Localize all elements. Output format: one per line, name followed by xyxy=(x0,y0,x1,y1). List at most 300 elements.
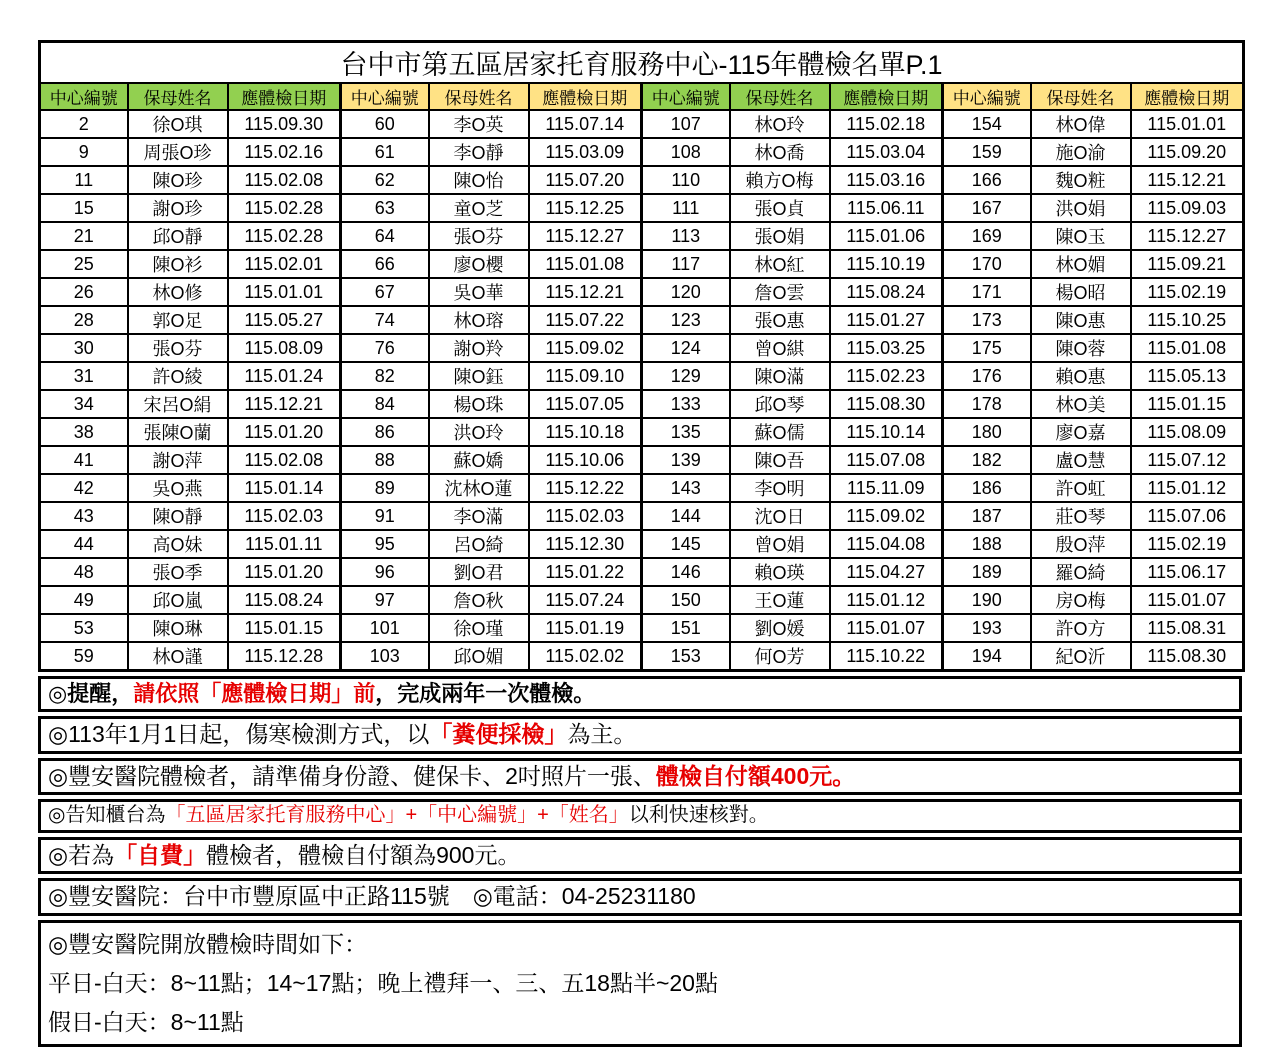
column-header: 應體檢日期 xyxy=(830,83,943,110)
note-highlight-text: 「五區居家托育服務中心」+「中心編號」+「姓名」 xyxy=(165,804,629,827)
cell-nanny-name: 蘇O嬌 xyxy=(429,446,529,474)
cell-center-id: 88 xyxy=(341,446,429,474)
table-row xyxy=(40,502,1244,530)
cell-checkup-date: 115.12.22 xyxy=(529,474,642,502)
cell-center-id: 144 xyxy=(642,502,730,530)
cell-checkup-date: 115.07.20 xyxy=(529,166,642,194)
cell-checkup-date: 115.11.09 xyxy=(830,474,943,502)
table-row xyxy=(40,530,1244,558)
cell-nanny-name: 陳O靜 xyxy=(128,502,228,530)
cell-nanny-name: 楊O珠 xyxy=(429,390,529,418)
cell-nanny-name: 紀O沂 xyxy=(1031,642,1131,671)
cell-checkup-date: 115.01.12 xyxy=(830,586,943,614)
header-row xyxy=(40,83,1244,110)
table-row xyxy=(40,642,1244,671)
cell-center-id: 9 xyxy=(40,138,128,166)
column-header: 保母姓名 xyxy=(429,83,529,110)
cell-center-id: 143 xyxy=(642,474,730,502)
cell-nanny-name: 吳O燕 xyxy=(128,474,228,502)
cell-nanny-name: 詹O雲 xyxy=(730,278,830,306)
cell-nanny-name: 許O綾 xyxy=(128,362,228,390)
cell-center-id: 30 xyxy=(40,334,128,362)
cell-checkup-date: 115.01.20 xyxy=(228,418,341,446)
cell-checkup-date: 115.01.20 xyxy=(228,558,341,586)
cell-nanny-name: 張陳O蘭 xyxy=(128,418,228,446)
cell-nanny-name: 王O蓮 xyxy=(730,586,830,614)
table-row xyxy=(40,306,1244,334)
cell-center-id: 113 xyxy=(642,222,730,250)
cell-center-id: 62 xyxy=(341,166,429,194)
cell-center-id: 97 xyxy=(341,586,429,614)
cell-nanny-name: 邱O靜 xyxy=(128,222,228,250)
cell-checkup-date: 115.01.07 xyxy=(1131,586,1244,614)
cell-nanny-name: 謝O珍 xyxy=(128,194,228,222)
column-header: 保母姓名 xyxy=(730,83,830,110)
table-row xyxy=(40,558,1244,586)
cell-nanny-name: 房O梅 xyxy=(1031,586,1131,614)
cell-nanny-name: 陳O滿 xyxy=(730,362,830,390)
table-row xyxy=(40,334,1244,362)
cell-nanny-name: 謝O萍 xyxy=(128,446,228,474)
table-row xyxy=(40,222,1244,250)
table-row xyxy=(40,586,1244,614)
cell-center-id: 15 xyxy=(40,194,128,222)
cell-center-id: 171 xyxy=(943,278,1031,306)
table-row xyxy=(40,250,1244,278)
cell-checkup-date: 115.01.22 xyxy=(529,558,642,586)
note-highlight-text: 請依照「應體檢日期」前 xyxy=(133,681,376,706)
title-row xyxy=(40,42,1244,84)
cell-checkup-date: 115.08.30 xyxy=(1131,642,1244,671)
cell-center-id: 96 xyxy=(341,558,429,586)
cell-checkup-date: 115.02.28 xyxy=(228,222,341,250)
cell-nanny-name: 李O明 xyxy=(730,474,830,502)
cell-center-id: 110 xyxy=(642,166,730,194)
note-line xyxy=(38,799,1242,833)
cell-nanny-name: 邱O琴 xyxy=(730,390,830,418)
cell-checkup-date: 115.10.18 xyxy=(529,418,642,446)
table-row xyxy=(40,110,1244,138)
note-line xyxy=(38,716,1242,753)
cell-center-id: 194 xyxy=(943,642,1031,671)
cell-checkup-date: 115.02.01 xyxy=(228,250,341,278)
cell-checkup-date: 115.07.08 xyxy=(830,446,943,474)
note-text: ◎若為 xyxy=(48,841,115,868)
cell-checkup-date: 115.06.11 xyxy=(830,194,943,222)
cell-checkup-date: 115.02.03 xyxy=(228,502,341,530)
cell-checkup-date: 115.08.09 xyxy=(228,334,341,362)
table-row xyxy=(40,362,1244,390)
cell-center-id: 178 xyxy=(943,390,1031,418)
cell-center-id: 101 xyxy=(341,614,429,642)
cell-checkup-date: 115.01.01 xyxy=(228,278,341,306)
cell-center-id: 2 xyxy=(40,110,128,138)
cell-center-id: 175 xyxy=(943,334,1031,362)
cell-center-id: 139 xyxy=(642,446,730,474)
cell-checkup-date: 115.01.07 xyxy=(830,614,943,642)
cell-checkup-date: 115.01.12 xyxy=(1131,474,1244,502)
cell-center-id: 31 xyxy=(40,362,128,390)
cell-checkup-date: 115.02.19 xyxy=(1131,530,1244,558)
cell-nanny-name: 周張O珍 xyxy=(128,138,228,166)
cell-center-id: 84 xyxy=(341,390,429,418)
cell-center-id: 53 xyxy=(40,614,128,642)
cell-checkup-date: 115.01.01 xyxy=(1131,110,1244,138)
cell-center-id: 129 xyxy=(642,362,730,390)
cell-nanny-name: 林O偉 xyxy=(1031,110,1131,138)
column-header: 中心編號 xyxy=(943,83,1031,110)
cell-nanny-name: 李O滿 xyxy=(429,502,529,530)
cell-nanny-name: 宋呂O絹 xyxy=(128,390,228,418)
cell-nanny-name: 劉O媛 xyxy=(730,614,830,642)
cell-center-id: 151 xyxy=(642,614,730,642)
cell-nanny-name: 詹O秋 xyxy=(429,586,529,614)
cell-checkup-date: 115.02.08 xyxy=(228,166,341,194)
cell-center-id: 153 xyxy=(642,642,730,671)
table-row xyxy=(40,446,1244,474)
cell-checkup-date: 115.02.02 xyxy=(529,642,642,671)
cell-checkup-date: 115.05.27 xyxy=(228,306,341,334)
cell-center-id: 186 xyxy=(943,474,1031,502)
cell-checkup-date: 115.01.11 xyxy=(228,530,341,558)
cell-nanny-name: 廖O櫻 xyxy=(429,250,529,278)
cell-checkup-date: 115.01.14 xyxy=(228,474,341,502)
column-header: 應體檢日期 xyxy=(228,83,341,110)
cell-nanny-name: 林O謹 xyxy=(128,642,228,671)
cell-nanny-name: 張O娟 xyxy=(730,222,830,250)
table-row xyxy=(40,278,1244,306)
table-row xyxy=(40,194,1244,222)
note-text: ◎豐安醫院體檢者，請準備身份證、健保卡、2吋照片一張、 xyxy=(48,762,656,789)
cell-checkup-date: 115.07.06 xyxy=(1131,502,1244,530)
table-row xyxy=(40,138,1244,166)
note-highlight-text: 「糞便採檢」 xyxy=(429,721,568,748)
cell-center-id: 44 xyxy=(40,530,128,558)
cell-checkup-date: 115.04.08 xyxy=(830,530,943,558)
cell-center-id: 133 xyxy=(642,390,730,418)
cell-center-id: 82 xyxy=(341,362,429,390)
cell-checkup-date: 115.08.09 xyxy=(1131,418,1244,446)
cell-checkup-date: 115.04.27 xyxy=(830,558,943,586)
cell-checkup-date: 115.10.06 xyxy=(529,446,642,474)
cell-nanny-name: 曾O娟 xyxy=(730,530,830,558)
cell-checkup-date: 115.05.13 xyxy=(1131,362,1244,390)
cell-nanny-name: 陳O珍 xyxy=(128,166,228,194)
notes-section xyxy=(38,676,1242,1047)
column-header: 保母姓名 xyxy=(128,83,228,110)
cell-nanny-name: 廖O嘉 xyxy=(1031,418,1131,446)
schedule-line: 假日-白天：8~11點 xyxy=(48,1008,244,1035)
cell-nanny-name: 陳O玉 xyxy=(1031,222,1131,250)
cell-checkup-date: 115.03.04 xyxy=(830,138,943,166)
cell-center-id: 176 xyxy=(943,362,1031,390)
cell-center-id: 169 xyxy=(943,222,1031,250)
cell-center-id: 42 xyxy=(40,474,128,502)
cell-center-id: 146 xyxy=(642,558,730,586)
note-text: ◎告知櫃台為 xyxy=(48,804,166,827)
cell-nanny-name: 林O紅 xyxy=(730,250,830,278)
cell-center-id: 48 xyxy=(40,558,128,586)
cell-checkup-date: 115.06.17 xyxy=(1131,558,1244,586)
cell-checkup-date: 115.12.30 xyxy=(529,530,642,558)
cell-checkup-date: 115.12.21 xyxy=(529,278,642,306)
cell-checkup-date: 115.01.24 xyxy=(228,362,341,390)
note-text: ◎豐安醫院：台中市豐原區中正路115號 ◎電話：04-25231180 xyxy=(48,883,696,910)
cell-checkup-date: 115.10.19 xyxy=(830,250,943,278)
cell-center-id: 167 xyxy=(943,194,1031,222)
cell-nanny-name: 林O修 xyxy=(128,278,228,306)
cell-nanny-name: 陳O吾 xyxy=(730,446,830,474)
cell-nanny-name: 林O玲 xyxy=(730,110,830,138)
cell-center-id: 67 xyxy=(341,278,429,306)
cell-nanny-name: 郭O足 xyxy=(128,306,228,334)
cell-center-id: 86 xyxy=(341,418,429,446)
cell-nanny-name: 李O靜 xyxy=(429,138,529,166)
cell-checkup-date: 115.03.09 xyxy=(529,138,642,166)
cell-checkup-date: 115.03.16 xyxy=(830,166,943,194)
cell-nanny-name: 張O季 xyxy=(128,558,228,586)
cell-checkup-date: 115.12.25 xyxy=(529,194,642,222)
cell-nanny-name: 洪O玲 xyxy=(429,418,529,446)
note-text: 為主。 xyxy=(567,721,637,748)
cell-center-id: 49 xyxy=(40,586,128,614)
cell-checkup-date: 115.07.12 xyxy=(1131,446,1244,474)
note-line xyxy=(38,878,1242,915)
cell-center-id: 95 xyxy=(341,530,429,558)
table-row xyxy=(40,390,1244,418)
table-row xyxy=(40,614,1244,642)
hospital-schedule-note xyxy=(38,920,1242,1047)
cell-checkup-date: 115.02.28 xyxy=(228,194,341,222)
cell-nanny-name: 林O媚 xyxy=(1031,250,1131,278)
cell-center-id: 25 xyxy=(40,250,128,278)
cell-center-id: 193 xyxy=(943,614,1031,642)
cell-center-id: 188 xyxy=(943,530,1031,558)
cell-nanny-name: 羅O綺 xyxy=(1031,558,1131,586)
cell-nanny-name: 洪O娟 xyxy=(1031,194,1131,222)
cell-center-id: 107 xyxy=(642,110,730,138)
cell-checkup-date: 115.10.22 xyxy=(830,642,943,671)
cell-nanny-name: 施O渝 xyxy=(1031,138,1131,166)
cell-checkup-date: 115.10.25 xyxy=(1131,306,1244,334)
cell-nanny-name: 呂O綺 xyxy=(429,530,529,558)
cell-checkup-date: 115.08.30 xyxy=(830,390,943,418)
cell-checkup-date: 115.01.06 xyxy=(830,222,943,250)
cell-center-id: 159 xyxy=(943,138,1031,166)
cell-nanny-name: 蘇O儒 xyxy=(730,418,830,446)
cell-nanny-name: 曾O綨 xyxy=(730,334,830,362)
note-highlight-text: 「自費」 xyxy=(114,841,207,868)
note-text: ，完成兩年一次體檢。 xyxy=(375,681,596,706)
cell-nanny-name: 高O妹 xyxy=(128,530,228,558)
cell-center-id: 34 xyxy=(40,390,128,418)
cell-checkup-date: 115.12.27 xyxy=(1131,222,1244,250)
cell-center-id: 180 xyxy=(943,418,1031,446)
cell-center-id: 173 xyxy=(943,306,1031,334)
cell-checkup-date: 115.01.19 xyxy=(529,614,642,642)
cell-checkup-date: 115.09.21 xyxy=(1131,250,1244,278)
note-text: ◎提醒， xyxy=(48,681,134,706)
cell-checkup-date: 115.09.30 xyxy=(228,110,341,138)
cell-center-id: 26 xyxy=(40,278,128,306)
cell-checkup-date: 115.08.24 xyxy=(830,278,943,306)
cell-center-id: 28 xyxy=(40,306,128,334)
cell-center-id: 61 xyxy=(341,138,429,166)
cell-nanny-name: 賴方O梅 xyxy=(730,166,830,194)
cell-nanny-name: 吳O華 xyxy=(429,278,529,306)
cell-checkup-date: 115.07.14 xyxy=(529,110,642,138)
cell-center-id: 11 xyxy=(40,166,128,194)
cell-center-id: 66 xyxy=(341,250,429,278)
column-header: 應體檢日期 xyxy=(1131,83,1244,110)
cell-checkup-date: 115.12.21 xyxy=(1131,166,1244,194)
cell-center-id: 117 xyxy=(642,250,730,278)
cell-center-id: 76 xyxy=(341,334,429,362)
cell-checkup-date: 115.09.03 xyxy=(1131,194,1244,222)
cell-checkup-date: 115.02.18 xyxy=(830,110,943,138)
cell-center-id: 63 xyxy=(341,194,429,222)
cell-checkup-date: 115.10.14 xyxy=(830,418,943,446)
cell-checkup-date: 115.07.05 xyxy=(529,390,642,418)
cell-nanny-name: 謝O羚 xyxy=(429,334,529,362)
cell-center-id: 43 xyxy=(40,502,128,530)
cell-checkup-date: 115.01.15 xyxy=(1131,390,1244,418)
note-line xyxy=(38,837,1242,874)
note-highlight-text: 體檢自付額400元。 xyxy=(655,762,856,789)
note-text: 體檢者，體檢自付額為900元。 xyxy=(206,841,521,868)
cell-nanny-name: 陳O衫 xyxy=(128,250,228,278)
cell-nanny-name: 殷O萍 xyxy=(1031,530,1131,558)
cell-center-id: 182 xyxy=(943,446,1031,474)
column-header: 保母姓名 xyxy=(1031,83,1131,110)
cell-checkup-date: 115.09.02 xyxy=(529,334,642,362)
column-header: 中心編號 xyxy=(40,83,128,110)
cell-center-id: 124 xyxy=(642,334,730,362)
cell-nanny-name: 陳O惠 xyxy=(1031,306,1131,334)
cell-nanny-name: 賴O惠 xyxy=(1031,362,1131,390)
cell-nanny-name: 張O惠 xyxy=(730,306,830,334)
column-header: 應體檢日期 xyxy=(529,83,642,110)
cell-checkup-date: 115.08.31 xyxy=(1131,614,1244,642)
cell-nanny-name: 陳O怡 xyxy=(429,166,529,194)
cell-center-id: 166 xyxy=(943,166,1031,194)
cell-center-id: 64 xyxy=(341,222,429,250)
cell-center-id: 60 xyxy=(341,110,429,138)
cell-checkup-date: 115.08.24 xyxy=(228,586,341,614)
cell-center-id: 170 xyxy=(943,250,1031,278)
cell-center-id: 59 xyxy=(40,642,128,671)
cell-nanny-name: 陳O琳 xyxy=(128,614,228,642)
cell-center-id: 123 xyxy=(642,306,730,334)
cell-nanny-name: 徐O琪 xyxy=(128,110,228,138)
cell-nanny-name: 許O虹 xyxy=(1031,474,1131,502)
note-line xyxy=(38,758,1242,795)
cell-nanny-name: 盧O慧 xyxy=(1031,446,1131,474)
cell-checkup-date: 115.12.28 xyxy=(228,642,341,671)
note-text: ◎113年1月1日起，傷寒檢測方式，以 xyxy=(48,721,430,748)
cell-nanny-name: 何O芳 xyxy=(730,642,830,671)
cell-nanny-name: 陳O蓉 xyxy=(1031,334,1131,362)
cell-center-id: 91 xyxy=(341,502,429,530)
cell-nanny-name: 李O英 xyxy=(429,110,529,138)
cell-checkup-date: 115.09.10 xyxy=(529,362,642,390)
page-title: 台中市第五區居家托育服務中心-115年體檢名單P.1 xyxy=(40,42,1244,84)
cell-checkup-date: 115.03.25 xyxy=(830,334,943,362)
cell-checkup-date: 115.02.08 xyxy=(228,446,341,474)
cell-nanny-name: 賴O瑛 xyxy=(730,558,830,586)
table-row xyxy=(40,474,1244,502)
cell-nanny-name: 陳O鈺 xyxy=(429,362,529,390)
cell-center-id: 41 xyxy=(40,446,128,474)
cell-nanny-name: 邱O嵐 xyxy=(128,586,228,614)
note-line xyxy=(38,676,1242,712)
cell-center-id: 103 xyxy=(341,642,429,671)
cell-center-id: 21 xyxy=(40,222,128,250)
cell-checkup-date: 115.07.24 xyxy=(529,586,642,614)
cell-center-id: 189 xyxy=(943,558,1031,586)
cell-checkup-date: 115.02.23 xyxy=(830,362,943,390)
cell-checkup-date: 115.01.27 xyxy=(830,306,943,334)
cell-checkup-date: 115.01.15 xyxy=(228,614,341,642)
cell-center-id: 135 xyxy=(642,418,730,446)
table-row xyxy=(40,418,1244,446)
cell-nanny-name: 沈O日 xyxy=(730,502,830,530)
cell-nanny-name: 劉O君 xyxy=(429,558,529,586)
schedule-line: ◎豐安醫院開放體檢時間如下： xyxy=(48,930,368,957)
cell-nanny-name: 童O芝 xyxy=(429,194,529,222)
cell-center-id: 111 xyxy=(642,194,730,222)
cell-nanny-name: 林O瑢 xyxy=(429,306,529,334)
cell-center-id: 108 xyxy=(642,138,730,166)
cell-nanny-name: 徐O瑾 xyxy=(429,614,529,642)
cell-nanny-name: 楊O昭 xyxy=(1031,278,1131,306)
cell-nanny-name: 張O芬 xyxy=(429,222,529,250)
cell-checkup-date: 115.02.16 xyxy=(228,138,341,166)
cell-center-id: 154 xyxy=(943,110,1031,138)
cell-checkup-date: 115.02.03 xyxy=(529,502,642,530)
cell-checkup-date: 115.12.27 xyxy=(529,222,642,250)
cell-checkup-date: 115.09.20 xyxy=(1131,138,1244,166)
cell-nanny-name: 林O美 xyxy=(1031,390,1131,418)
cell-center-id: 190 xyxy=(943,586,1031,614)
cell-nanny-name: 邱O媚 xyxy=(429,642,529,671)
cell-center-id: 187 xyxy=(943,502,1031,530)
cell-checkup-date: 115.02.19 xyxy=(1131,278,1244,306)
cell-center-id: 38 xyxy=(40,418,128,446)
cell-nanny-name: 張O貞 xyxy=(730,194,830,222)
cell-checkup-date: 115.09.02 xyxy=(830,502,943,530)
cell-checkup-date: 115.01.08 xyxy=(1131,334,1244,362)
schedule-line: 平日-白天：8~11點；14~17點；晚上禮拜一、三、五18點半~20點 xyxy=(48,969,718,996)
cell-nanny-name: 林O喬 xyxy=(730,138,830,166)
cell-nanny-name: 魏O粧 xyxy=(1031,166,1131,194)
cell-center-id: 74 xyxy=(341,306,429,334)
cell-nanny-name: 張O芬 xyxy=(128,334,228,362)
cell-checkup-date: 115.12.21 xyxy=(228,390,341,418)
cell-center-id: 120 xyxy=(642,278,730,306)
table-row xyxy=(40,166,1244,194)
checkup-roster-table xyxy=(38,40,1245,672)
cell-checkup-date: 115.01.08 xyxy=(529,250,642,278)
note-text: 以利快速核對。 xyxy=(628,804,769,827)
column-header: 中心編號 xyxy=(642,83,730,110)
cell-nanny-name: 沈林O蓮 xyxy=(429,474,529,502)
column-header: 中心編號 xyxy=(341,83,429,110)
cell-checkup-date: 115.07.22 xyxy=(529,306,642,334)
cell-center-id: 150 xyxy=(642,586,730,614)
cell-center-id: 145 xyxy=(642,530,730,558)
cell-nanny-name: 許O方 xyxy=(1031,614,1131,642)
